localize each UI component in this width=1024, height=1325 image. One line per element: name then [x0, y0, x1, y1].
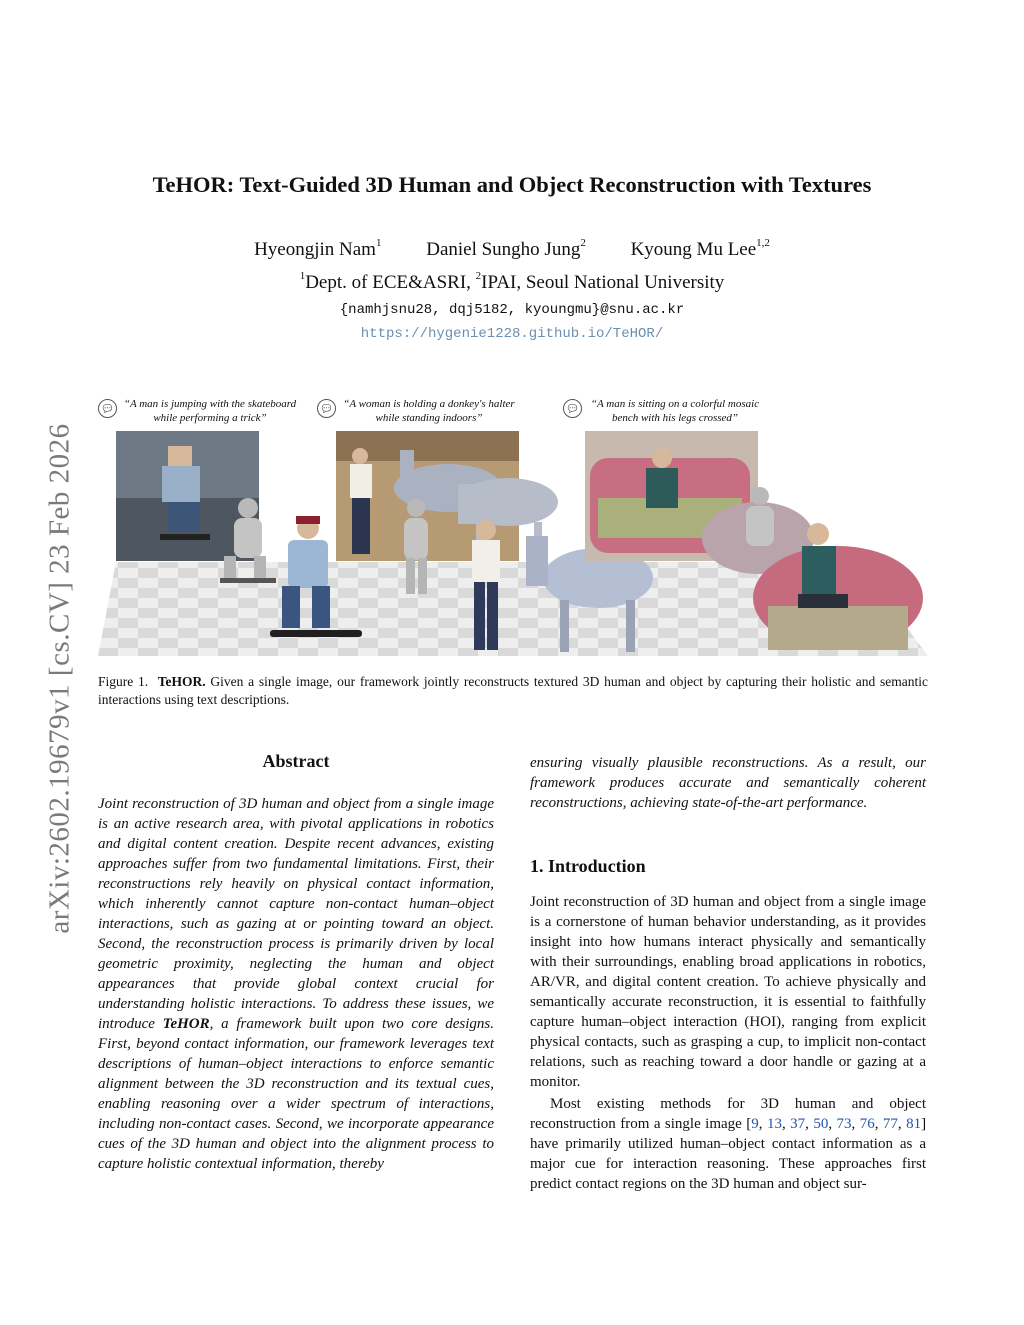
figure-panel-3-caption: 💬 “A man is sitting on a colorful mosaic bench with his legs crossed” — [563, 397, 773, 425]
citation-link[interactable]: 77 — [882, 1116, 898, 1132]
author-3: Kyoung Mu Lee$^{1,2}$ — [630, 237, 770, 260]
citation-link[interactable]: 73 — [836, 1116, 852, 1132]
introduction-paragraph-2: Most existing methods for 3D human and object reconstruction from a single image [9, 13, 37, 50, 73, 76, 77, 81] have primarily utilized human–object contact information as a major cue for interaction reasoning. These approaches first predict contact regions on the 3D human and object sur- — [530, 1096, 927, 1192]
introduction-paragraph-1: Joint reconstruction of 3D human and object from a single image is a cornerstone of human behavior understanding, as it provides insight into how humans interact physically and semantically with their surroundings, enabling broad applications in robotics, AR/VR, and digital content creation. To achieve physically and semantically accurate reconstruction, it is essential to faithfully capture human–object interaction (HOI), ranging from explicit physical contacts, such as grasping a cup, to implicit non-contact relations, such as reaching toward a door handle or gazing at a monitor. — [530, 894, 926, 1090]
author-emails: {namhjsnu28, dqj5182, kyoungmu}@snu.ac.kr — [339, 302, 685, 318]
speech-bubble-icon: 💬 — [98, 399, 117, 418]
figure-1-caption: Figure 1. TeHOR. Given a single image, our framework jointly reconstructs textured 3D human and object by capturing their holistic and semantic interactions using text descriptions. — [98, 674, 929, 707]
citation-link[interactable]: 50 — [813, 1116, 829, 1132]
citation-link[interactable]: 9 — [751, 1116, 759, 1132]
citation-link[interactable]: 37 — [790, 1116, 806, 1132]
author-list — [0, 239, 1024, 261]
abstract-body: Joint reconstruction of 3D human and object from a single image is an active research area, with pivotal applications in robotics and digital content creation. Despite recent advances, existing approaches suffer from two fundamental limitations. First, their reconstructions rely heavily on physical contact information, which inherently cannot capture non-contact human–object interactions, such as gazing at or pointing toward an object. Second, the reconstruction process is primarily driven by local geometric proximity, neglecting the human and object appearances that provide global context crucial for understanding holistic interactions. To address these issues, we introduce TeHOR, a framework built upon two core designs. First, beyond contact information, our framework leverages text descriptions of human–object interactions to enforce semantic alignment between the 3D reconstruction and its textual cues, enabling reasoning over a wider spectrum of interactions, including non-contact cases. Second, we incorporate appearance cues of the 3D human and object into the alignment process to capture holistic contextual information, thereby — [98, 796, 494, 1172]
affiliation: $^1$Dept. of ECE&ASRI, $^2$IPAI, Seoul National University — [299, 270, 725, 293]
citation-link[interactable]: 81 — [906, 1116, 922, 1132]
abstract-continued: ensuring visually plausible reconstructions. As a result, our framework produces accurate and semantically coherent reconstructions, achieving state-of-the-art performance. — [530, 755, 926, 811]
citation-link[interactable]: 13 — [766, 1116, 782, 1132]
arxiv-stamp: arXiv:2602.19679v1 [cs.CV] 23 Feb 2026 — [43, 423, 76, 934]
figure-1-illustration — [98, 428, 928, 660]
figure-panel-2-caption: 💬 “A woman is holding a donkey's halter while standing indoors” — [317, 397, 527, 425]
figure-panel-1-caption: 💬 “A man is jumping with the skateboard while performing a trick” — [98, 397, 308, 425]
paper-title: TeHOR: Text-Guided 3D Human and Object Reconstruction with Textures — [152, 172, 872, 197]
author-2: Daniel Sungho Jung$^2$ — [426, 237, 586, 260]
abstract-heading: Abstract — [262, 751, 330, 771]
introduction-heading: 1. Introduction — [530, 856, 646, 876]
speech-bubble-icon: 💬 — [317, 399, 336, 418]
speech-bubble-icon: 💬 — [563, 399, 582, 418]
author-1: Hyeongjin Nam$^1$ — [254, 237, 382, 260]
project-url-link[interactable]: https://hygenie1228.github.io/TeHOR/ — [360, 326, 664, 342]
citation-link[interactable]: 76 — [859, 1116, 875, 1132]
